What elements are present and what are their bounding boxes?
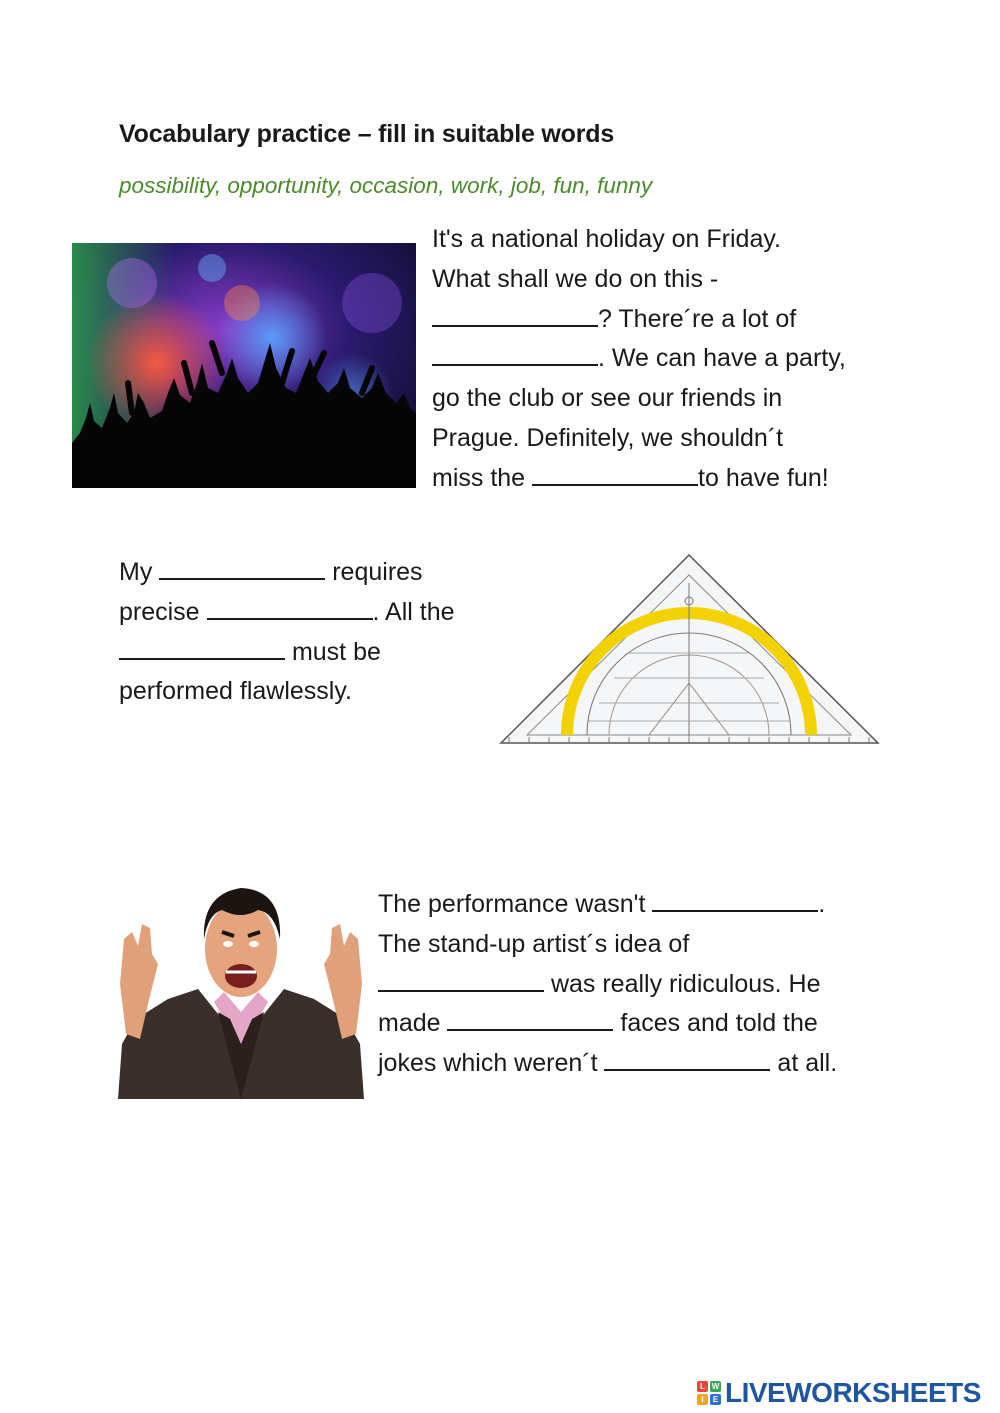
- text-line: The stand-up artist´s idea of: [378, 929, 690, 958]
- brand-name: LIVEWORKSHEETS: [725, 1377, 981, 1408]
- set-square-protractor-image: [499, 553, 880, 746]
- text-line: The performance wasn't .: [378, 890, 826, 918]
- answer-blank[interactable]: [207, 596, 373, 620]
- answer-blank[interactable]: [159, 556, 325, 580]
- answer-blank[interactable]: [432, 342, 598, 366]
- text-line: What shall we do on this -: [432, 264, 719, 293]
- worksheet-title: Vocabulary practice – fill in suitable words: [119, 120, 615, 148]
- text-line: Prague. Definitely, we shouldn´t: [432, 423, 784, 452]
- answer-blank[interactable]: [652, 888, 818, 912]
- text-line: performed flawlessly.: [119, 677, 352, 706]
- text-line: made faces and told the: [378, 1009, 818, 1038]
- answer-blank[interactable]: [532, 462, 698, 486]
- exercise-3-text: [378, 885, 898, 1084]
- text-line: must be: [119, 633, 499, 673]
- liveworksheets-logo-icon: L W I E: [697, 1381, 721, 1405]
- text-line: ? There´re a lot of: [432, 300, 902, 340]
- text-line: precise . All the: [119, 597, 455, 626]
- text-line: miss the to have fun!: [432, 463, 829, 492]
- word-bank: possibility, opportunity, occasion, work, job, fun, funny: [119, 173, 653, 198]
- liveworksheets-brand[interactable]: [697, 1378, 981, 1408]
- text-line: jokes which weren´t at all.: [378, 1049, 838, 1078]
- angry-man-image: [118, 884, 364, 1099]
- exercise-2-text: [119, 553, 499, 712]
- text-line: go the club or see our friends in: [432, 384, 783, 413]
- answer-blank[interactable]: [604, 1047, 770, 1071]
- text-line: It's a national holiday on Friday.: [432, 225, 781, 253]
- text-line: . We can have a party,: [432, 339, 902, 379]
- answer-blank[interactable]: [378, 968, 544, 992]
- exercise-1-text: [432, 220, 902, 499]
- answer-blank[interactable]: [119, 636, 285, 660]
- text-line: My requires: [119, 558, 423, 586]
- party-crowd-image: [72, 243, 416, 488]
- answer-blank[interactable]: [432, 303, 598, 327]
- text-line: was really ridiculous. He: [378, 965, 898, 1005]
- answer-blank[interactable]: [447, 1007, 613, 1031]
